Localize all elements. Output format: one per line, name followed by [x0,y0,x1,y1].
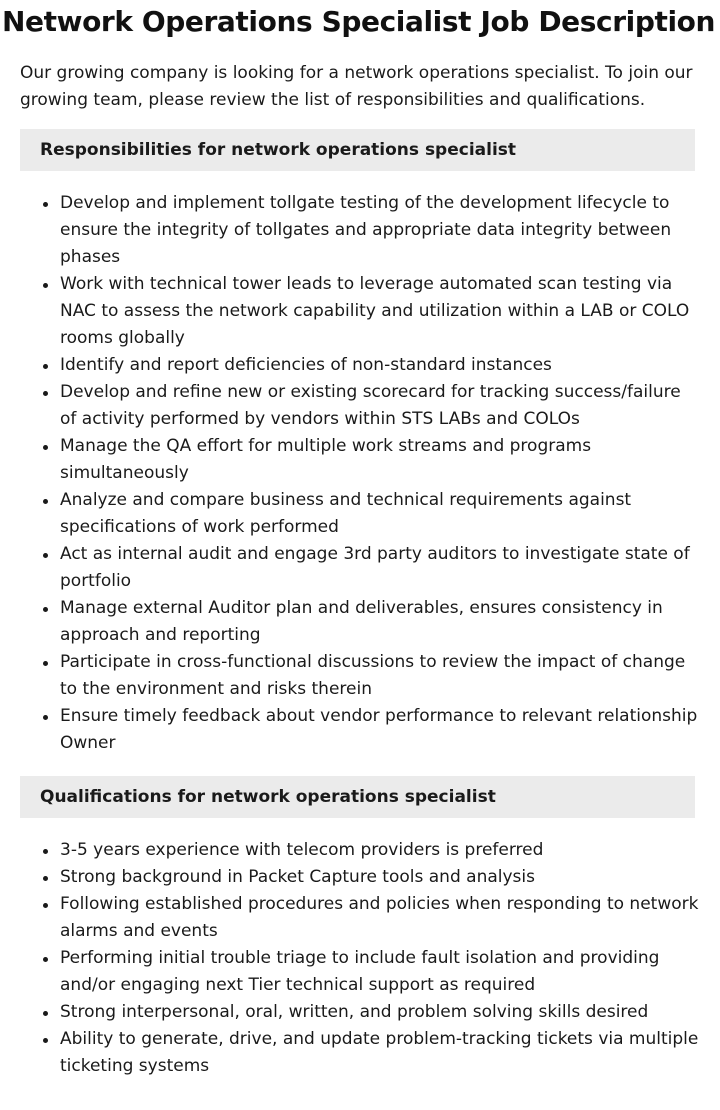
qualification-item: 3-5 years experience with telecom providers is preferred [60,837,700,864]
responsibility-item: Develop and refine new or existing scorecard for tracking success/failure of activity performed by vendors within STS LABs and COLOs [60,379,700,433]
responsibility-item: Manage external Auditor plan and deliverables, ensures consistency in approach and reporting [60,595,700,649]
responsibility-item: Participate in cross-functional discussions to review the impact of change to the environment and risks therein [60,649,700,703]
responsibility-item: Identify and report deficiencies of non-standard instances [60,352,700,379]
qualification-item: Strong interpersonal, oral, written, and problem solving skills desired [60,999,700,1026]
page-title: Network Operations Specialist Job Description [2,5,716,38]
qualification-item: Strong background in Packet Capture tools and analysis [60,864,700,891]
responsibility-item: Work with technical tower leads to leverage automated scan testing via NAC to assess the network capability and utilization within a LAB or COLO rooms globally [60,271,700,352]
intro-paragraph: Our growing company is looking for a network operations specialist. To join our growing team, please review the list of responsibilities and qualifications. [20,63,693,110]
qualification-item: Ability to generate, drive, and update problem-tracking tickets via multiple ticketing systems [60,1026,700,1080]
responsibility-item: Ensure timely feedback about vendor performance to relevant relationship Owner [60,703,700,757]
qualifications-heading: Qualifications for network operations specialist [20,776,695,818]
responsibilities-list [0,190,700,757]
responsibilities-heading: Responsibilities for network operations specialist [20,129,695,171]
qualification-item: Following established procedures and policies when responding to network alarms and events [60,891,700,945]
responsibility-item: Act as internal audit and engage 3rd party auditors to investigate state of portfolio [60,541,700,595]
responsibility-item: Analyze and compare business and technical requirements against specifications of work performed [60,487,700,541]
qualifications-list [0,837,700,1080]
qualification-item: Performing initial trouble triage to include fault isolation and providing and/or engaging next Tier technical support as required [60,945,700,999]
responsibility-item: Manage the QA effort for multiple work streams and programs simultaneously [60,433,700,487]
responsibility-item: Develop and implement tollgate testing of the development lifecycle to ensure the integrity of tollgates and appropriate data integrity between phases [60,190,700,271]
